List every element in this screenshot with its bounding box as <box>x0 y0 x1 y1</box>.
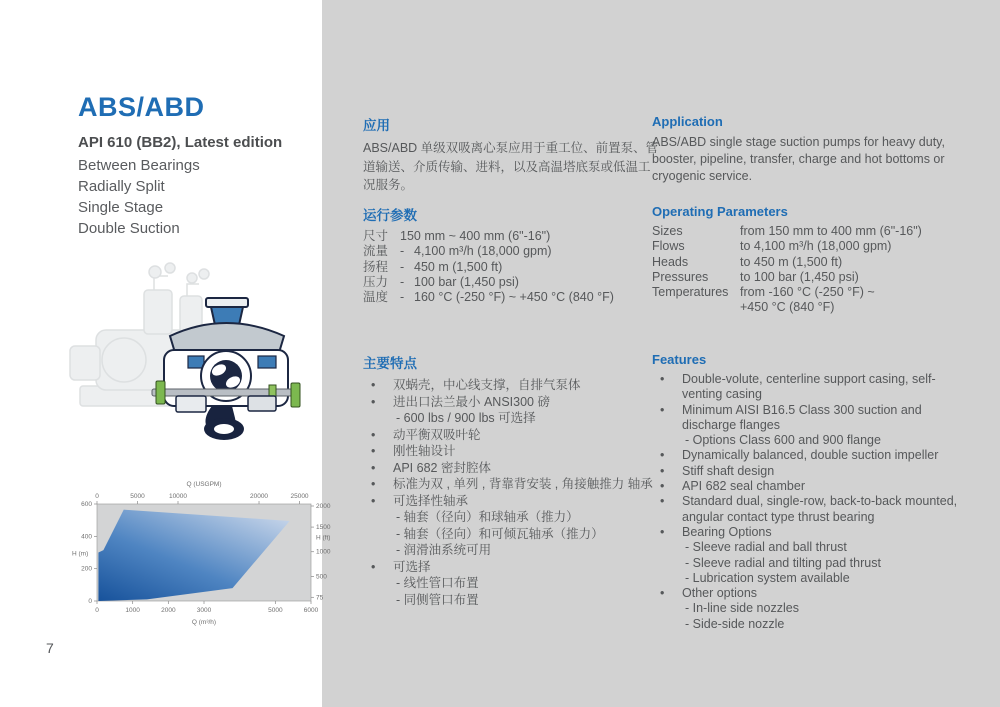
param-dash: - <box>400 274 405 289</box>
param-value: 100 bar (1,450 psi) <box>414 274 519 289</box>
list-item <box>363 559 653 576</box>
section-heading: 主要特点 <box>363 356 417 371</box>
bullet-marker: • <box>660 463 665 478</box>
x-axis-top-tick-label: 0 <box>95 493 99 500</box>
list-item <box>652 617 972 632</box>
y-axis-left-tick-label: 600 <box>81 501 92 508</box>
section-body: ABS/ABD single stage suction pumps for heavy duty, booster, pipeline, transfer, charge and hot bottoms or cryogenic service. <box>652 135 945 183</box>
product-descriptors <box>78 155 200 239</box>
param-dash: - <box>400 259 405 274</box>
list-item <box>652 372 972 403</box>
section-heading: Operating Parameters <box>652 204 788 219</box>
bullet-marker: • <box>660 524 665 539</box>
page-number: 7 <box>46 640 54 656</box>
param-label: 压力 <box>363 274 389 289</box>
list-item <box>652 540 972 555</box>
list-item <box>652 525 972 540</box>
list-item-text: - In-line side nozzles <box>685 601 799 616</box>
list-item-text: 进出口法兰最小 ANSI300 磅 <box>393 394 550 409</box>
operating-parameters-table-zh <box>363 229 655 305</box>
bullet-marker: • <box>660 494 665 509</box>
bearing-housing-right <box>248 396 276 411</box>
application-section-zh <box>363 114 659 195</box>
list-item <box>363 460 653 477</box>
list-item-text: - 润滑油系统可用 <box>396 543 492 557</box>
list-item-text: - Options Class 600 and 900 flange <box>685 433 881 448</box>
bullet-marker: • <box>371 444 376 458</box>
list-item <box>363 526 653 543</box>
param-value-line2: +450 °C (840 °F) <box>740 300 835 315</box>
descriptor-line: Between Bearings <box>78 157 200 174</box>
list-item-text: - Sleeve radial and tilting pad thrust <box>685 555 881 570</box>
y-axis-right-title: H (ft) <box>316 534 331 542</box>
list-item-text: - 轴套（径向）和可倾瓦轴承（推力） <box>396 526 604 541</box>
list-item <box>652 571 972 586</box>
param-label: Pressures <box>652 269 709 284</box>
list-item-text: Stiff shaft design <box>682 463 775 478</box>
discharge-flange <box>206 298 248 307</box>
bullet-marker: • <box>660 448 665 463</box>
descriptor-line: Radially Split <box>78 178 165 195</box>
section-heading: Features <box>652 352 707 367</box>
list-item-text: Dynamically balanced, double suction impeller <box>682 448 939 463</box>
descriptor-line: Double Suction <box>78 220 180 237</box>
section-body: ABS/ABD 单级双吸离心泵应用于重工位、前置泵、管道输送、介质传输、进料，以及高温塔底泵或低温工况服务。 <box>363 141 659 192</box>
param-label: Flows <box>652 239 685 254</box>
section-heading: Application <box>652 114 723 129</box>
section-heading: 应用 <box>363 118 390 133</box>
features-list-zh <box>363 377 653 608</box>
pump-cutaway-svg <box>66 238 304 446</box>
list-item-text: - Lubrication system available <box>685 570 850 585</box>
x-axis-tick-label: 1000 <box>125 607 140 614</box>
list-item-text: - Sleeve radial and ball thrust <box>685 540 847 555</box>
y-axis-left-title: H (m) <box>72 550 89 558</box>
list-item-text: Minimum AISI B16.5 Class 300 suction and discharge flanges <box>682 402 922 432</box>
param-row <box>363 290 655 305</box>
param-value: to 100 bar (1,450 psi) <box>740 269 859 284</box>
y-axis-left-tick-label: 200 <box>81 565 92 573</box>
param-label: 温度 <box>363 290 389 305</box>
list-item <box>363 493 653 510</box>
param-value: to 4,100 m³/h (18,000 gpm) <box>740 239 892 254</box>
list-item <box>363 509 653 526</box>
x-axis-top-tick-label: 25000 <box>290 493 309 500</box>
y-axis-left-tick-label: 0 <box>88 598 92 605</box>
param-label: Heads <box>652 254 689 269</box>
range-chart-svg <box>70 474 342 634</box>
list-item <box>363 542 653 559</box>
param-row <box>363 229 655 244</box>
x-axis-bottom-title: Q (m³/h) <box>191 619 217 626</box>
list-item <box>652 464 972 479</box>
x-axis-tick-label: 6000 <box>303 607 319 614</box>
list-item-text: - 线性管口布置 <box>396 576 479 590</box>
bullet-marker: • <box>371 378 376 392</box>
param-value: to 450 m (1,500 ft) <box>740 254 843 269</box>
param-label: 尺寸 <box>363 229 389 243</box>
list-item <box>363 443 653 460</box>
param-row <box>652 270 992 285</box>
list-item <box>652 601 972 616</box>
bullet-marker: • <box>660 586 665 601</box>
seal-gland-left <box>156 381 165 404</box>
param-value: 450 m (1,500 ft) <box>414 259 503 274</box>
operating-section-en <box>652 204 992 316</box>
list-item <box>652 448 972 463</box>
application-section-en <box>652 114 957 185</box>
param-row <box>363 260 655 275</box>
param-row <box>652 239 992 254</box>
bullet-marker: • <box>371 394 376 409</box>
param-label: Sizes <box>652 224 683 238</box>
param-row <box>652 285 992 316</box>
param-row <box>652 255 992 270</box>
bullet-marker: • <box>371 493 376 508</box>
page-title: ABS/ABD <box>78 92 205 122</box>
list-item-text: 标准为双 , 单列 , 背靠背安装 , 角接触推力 轴承 <box>393 477 653 491</box>
list-item-text: Double-volute, centerline support casing, self-venting casing <box>682 372 936 402</box>
list-item <box>652 494 972 525</box>
list-item <box>363 410 653 427</box>
bullet-marker: • <box>371 559 376 574</box>
param-dash: - <box>400 244 405 259</box>
param-row <box>652 224 992 239</box>
list-item-text: Standard dual, single-row, back-to-back mounted, angular contact type thrust bearing <box>682 494 958 524</box>
list-item-text: 动平衡双吸叶轮 <box>393 427 481 442</box>
list-item <box>652 586 972 601</box>
bullet-marker: • <box>371 427 376 442</box>
param-row <box>363 244 655 259</box>
x-axis-tick-label: 5000 <box>268 607 283 614</box>
features-list-en <box>652 372 972 632</box>
list-item <box>363 427 653 444</box>
x-axis-tick-label: 0 <box>95 607 99 614</box>
y-axis-right-tick-label: 2000 <box>316 503 331 510</box>
performance-range-chart <box>70 474 342 634</box>
list-item-text: 双蜗壳，中心线支撑，自排气泵体 <box>393 378 581 392</box>
x-axis-tick-label: 3000 <box>196 607 212 614</box>
bullet-marker: • <box>371 460 376 475</box>
bullet-marker: • <box>660 372 665 386</box>
list-item-text: - Side-side nozzle <box>685 616 785 631</box>
param-label: 流量 <box>363 244 389 259</box>
bearing-housing-left <box>176 396 206 412</box>
param-value: 150 mm ~ 400 mm (6"-16") <box>400 229 551 243</box>
list-item-text: Other options <box>682 586 758 601</box>
x-axis-tick-label: 2000 <box>161 607 176 614</box>
list-item-text: API 682 seal chamber <box>682 479 805 494</box>
features-section-zh <box>363 352 653 608</box>
bullet-marker: • <box>371 477 376 491</box>
x-axis-top-tick-label: 10000 <box>168 493 188 500</box>
list-item-text: - 轴套（径向）和球轴承（推力） <box>396 510 579 524</box>
param-value: 160 °C (-250 °F) ~ +450 °C (840 °F) <box>414 290 614 305</box>
section-heading: 运行参数 <box>363 208 417 223</box>
shaft-assembly <box>152 381 300 440</box>
list-item <box>652 479 972 494</box>
y-axis-right-tick-label: 1500 <box>316 524 331 532</box>
bullet-marker: • <box>660 479 665 494</box>
suction-eye <box>214 424 234 434</box>
seal-gland-right <box>291 383 300 407</box>
list-item-text: Bearing Options <box>682 524 772 539</box>
list-item <box>363 476 653 493</box>
param-value: from 150 mm to 400 mm (6"-16") <box>740 224 922 238</box>
y-axis-right-tick-label: 1000 <box>316 548 331 556</box>
list-item-text: - 同侧管口布置 <box>396 592 479 607</box>
pump-cutaway-illustration <box>66 238 304 446</box>
list-item <box>363 575 653 592</box>
x-axis-top-tick-label: 20000 <box>249 493 269 500</box>
list-item <box>652 556 972 571</box>
list-item <box>652 403 972 434</box>
list-item <box>652 433 972 448</box>
list-item-text: 可选择 <box>393 559 431 574</box>
list-item <box>363 394 653 411</box>
param-value: 4,100 m³/h (18,000 gpm) <box>414 244 552 259</box>
product-subtitle: API 610 (BB2), Latest edition <box>78 134 283 151</box>
param-dash: - <box>400 290 405 305</box>
features-section-en <box>652 352 972 632</box>
param-label: Temperatures <box>652 285 729 300</box>
list-item <box>363 592 653 609</box>
descriptor-line: Single Stage <box>78 199 164 216</box>
list-item <box>363 377 653 394</box>
param-label: 扬程 <box>363 259 389 274</box>
x-axis-top-tick-label: 5000 <box>130 493 145 500</box>
y-axis-left-tick-label: 400 <box>81 533 92 541</box>
list-item-text: 可选择性轴承 <box>393 493 469 508</box>
list-item-text: 刚性轴设计 <box>393 444 456 458</box>
list-item-text: - 600 lbs / 900 lbs 可选择 <box>396 411 536 425</box>
x-axis-top-title: Q (USGPM) <box>186 481 222 488</box>
list-item-text: API 682 密封腔体 <box>393 460 491 475</box>
bullet-marker: • <box>660 402 665 417</box>
param-row <box>363 275 655 290</box>
param-value: from -160 °C (-250 °F) ~ +450 °C (840 °F) <box>740 285 992 316</box>
y-axis-right-tick-label: 500 <box>316 573 327 581</box>
y-axis-right-tick-label: 75 <box>316 594 324 602</box>
operating-parameters-table-en <box>652 224 992 316</box>
operating-section-zh <box>363 204 655 305</box>
